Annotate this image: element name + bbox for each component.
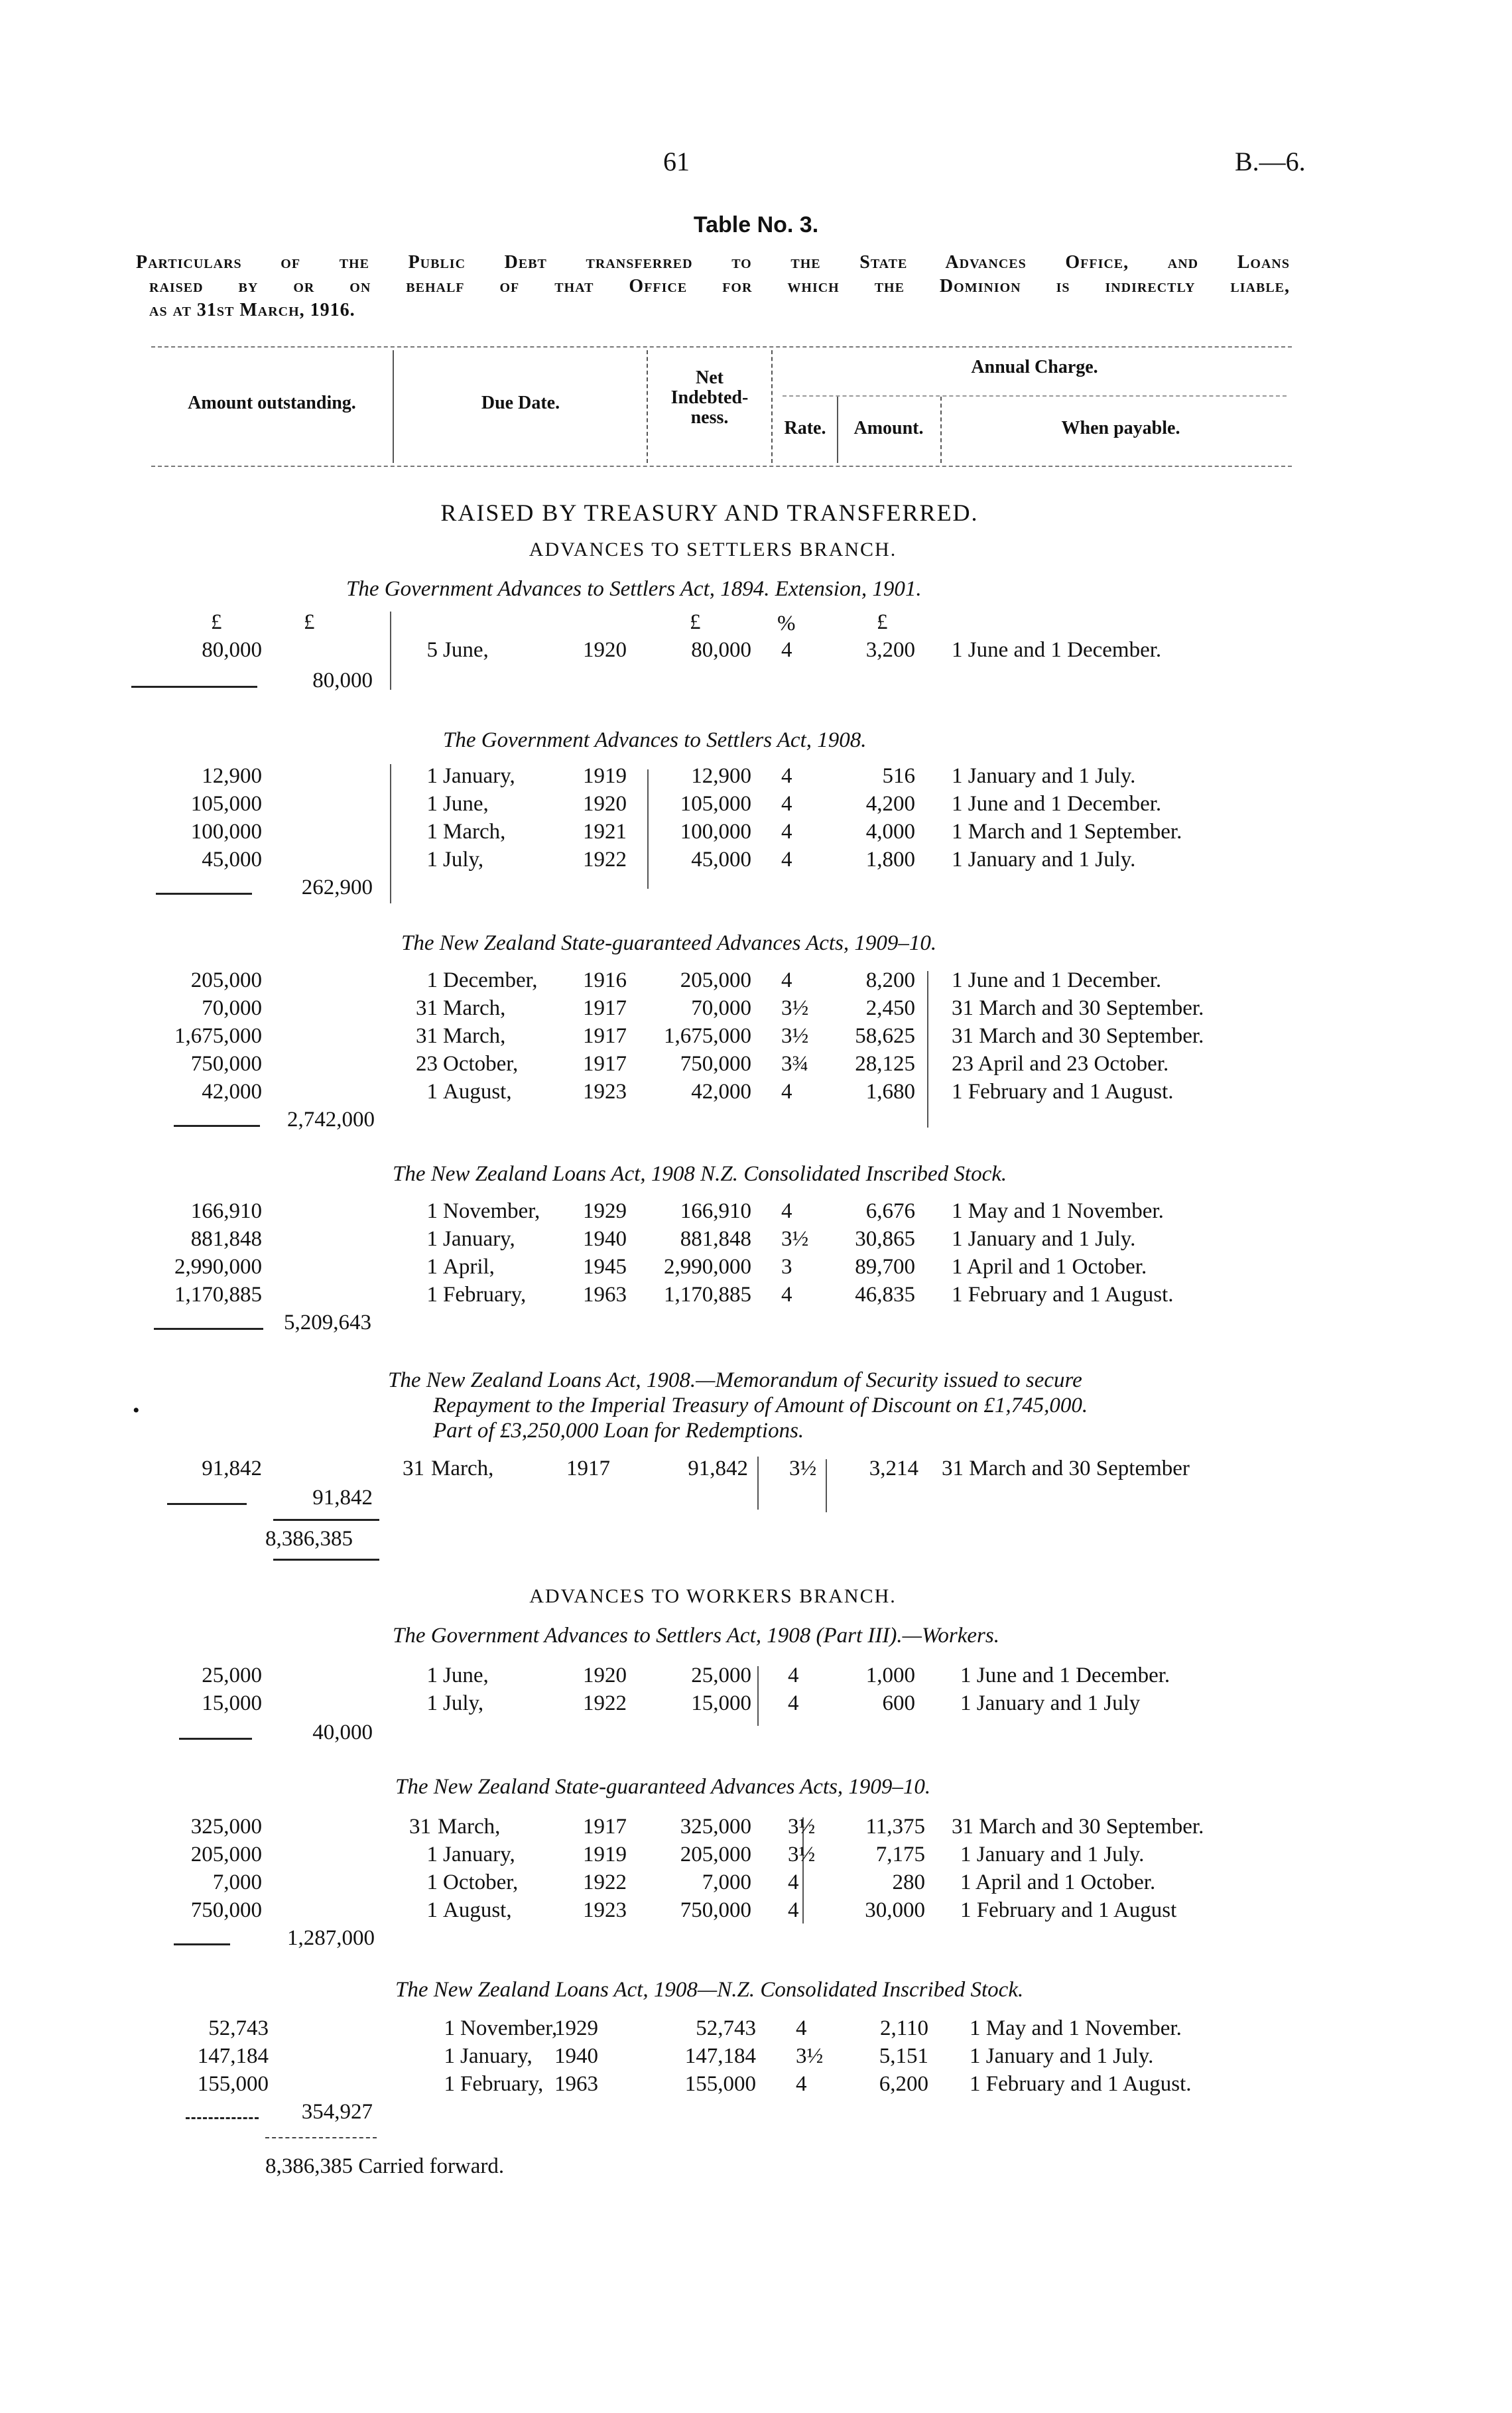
when-payable: 1 February and 1 August. — [952, 1080, 1174, 1104]
due-day: 1 — [426, 1255, 438, 1279]
due-month: July, — [443, 1691, 484, 1715]
col-net-indebtedness — [650, 368, 769, 428]
due-year: 1917 — [583, 1024, 627, 1048]
table-row — [0, 1024, 1512, 1052]
subtotal-dash — [186, 2117, 259, 2119]
due-day: 1 — [426, 1283, 438, 1307]
amount-outstanding: 100,000 — [190, 820, 262, 844]
amount-outstanding: 105,000 — [190, 792, 262, 816]
table-row — [0, 996, 1512, 1024]
act-line-3: Part of £3,250,000 Loan for Redemptions. — [433, 1419, 804, 1443]
due-day: 31 — [416, 1024, 438, 1048]
table-row — [0, 638, 1512, 666]
charge-amount: 600 — [882, 1691, 915, 1715]
due-year: 1929 — [554, 2016, 598, 2040]
act-heading: The New Zealand State-guaranteed Advances Acts, 1909–10. — [401, 931, 937, 955]
amount-outstanding: 42,000 — [202, 1080, 262, 1104]
when-payable: 1 January and 1 July. — [960, 1843, 1145, 1866]
table-row — [0, 2016, 1512, 2044]
net-indebtedness-line-3: ness. — [690, 407, 729, 428]
due-month: November, — [443, 1199, 540, 1223]
table-row — [0, 1843, 1512, 1870]
due-month: January, — [443, 764, 515, 788]
act-heading: The Government Advances to Settlers Act, 1908. — [443, 728, 867, 752]
due-day: 1 — [426, 848, 438, 872]
amount-outstanding: 2,990,000 — [174, 1255, 262, 1279]
table-row — [0, 2072, 1512, 2100]
rate: 3½ — [781, 1227, 809, 1251]
amount-outstanding: 750,000 — [190, 1898, 262, 1922]
net-indebtedness: 15,000 — [691, 1691, 751, 1715]
table-row — [0, 792, 1512, 820]
table-heading — [136, 251, 1290, 322]
net-indebtedness: 155,000 — [684, 2072, 756, 2096]
rate: 4 — [781, 638, 792, 662]
percent-symbol: % — [777, 612, 796, 635]
due-day: 31 — [416, 996, 438, 1020]
due-year: 1922 — [583, 1870, 627, 1894]
table-row — [0, 848, 1512, 876]
rate: 4 — [781, 1283, 792, 1307]
when-payable: 1 June and 1 December. — [960, 1663, 1170, 1687]
charge-amount: 1,800 — [865, 848, 915, 872]
total-rule — [273, 1559, 379, 1561]
subtotal: 1,287,000 — [287, 1926, 375, 1950]
net-indebtedness: 7,000 — [702, 1870, 751, 1894]
due-year: 1923 — [583, 1898, 627, 1922]
charge-amount: 1,000 — [865, 1663, 915, 1687]
table-row — [0, 820, 1512, 848]
net-indebtedness: 147,184 — [684, 2044, 756, 2068]
due-year: 1919 — [583, 1843, 627, 1866]
header-divider — [393, 350, 394, 463]
due-year: 1917 — [583, 1815, 627, 1839]
amount-outstanding: 166,910 — [190, 1199, 262, 1223]
subtotal-dash — [179, 1738, 252, 1740]
amount-outstanding: 750,000 — [190, 1052, 262, 1076]
when-payable: 31 March and 30 September. — [952, 1815, 1204, 1839]
net-indebtedness: 2,990,000 — [664, 1255, 751, 1279]
rate: 3½ — [788, 1843, 816, 1866]
table-row — [0, 1080, 1512, 1108]
amount-outstanding: 15,000 — [202, 1691, 262, 1715]
due-year: 1920 — [583, 792, 627, 816]
subtotal-dash — [156, 893, 252, 895]
amount-outstanding: 12,900 — [202, 764, 262, 788]
charge-amount: 8,200 — [865, 968, 915, 992]
table-row — [0, 968, 1512, 996]
due-year: 1920 — [583, 1663, 627, 1687]
rate: 4 — [781, 792, 792, 816]
when-payable: 1 April and 1 October. — [960, 1870, 1156, 1894]
when-payable: 1 January and 1 July. — [952, 1227, 1136, 1251]
net-indebtedness: 1,675,000 — [664, 1024, 751, 1048]
charge-amount: 4,000 — [865, 820, 915, 844]
due-year: 1921 — [583, 820, 627, 844]
subtotal-dash — [174, 1943, 230, 1945]
subtotal: 80,000 — [312, 669, 373, 692]
rate: 3½ — [781, 996, 809, 1020]
rate: 4 — [781, 820, 792, 844]
rate: 4 — [781, 1080, 792, 1104]
section-raised-by-treasury: RAISED BY TREASURY AND TRANSFERRED. — [440, 499, 979, 526]
when-payable: 1 May and 1 November. — [970, 2016, 1182, 2040]
branch-settlers-title: ADVANCES TO SETTLERS BRANCH. — [529, 539, 897, 560]
amount-outstanding: 70,000 — [202, 996, 262, 1020]
table-row — [0, 1255, 1512, 1283]
amount-outstanding: 881,848 — [190, 1227, 262, 1251]
act-heading: The New Zealand Loans Act, 1908 N.Z. Consolidated Inscribed Stock. — [393, 1162, 1007, 1186]
col-when-payable: When payable. — [1061, 418, 1180, 438]
table-row — [0, 1815, 1512, 1843]
rate: 4 — [796, 2016, 807, 2040]
due-year: 1916 — [583, 968, 627, 992]
due-year: 1963 — [554, 2072, 598, 2096]
charge-amount: 516 — [882, 764, 915, 788]
due-day: 1 — [426, 1898, 438, 1922]
due-month: January, — [443, 1843, 515, 1866]
when-payable: 1 June and 1 December. — [952, 638, 1162, 662]
charge-amount: 28,125 — [855, 1052, 915, 1076]
net-indebtedness: 70,000 — [691, 996, 751, 1020]
due-month: March, — [443, 820, 506, 844]
due-day: 1 — [426, 820, 438, 844]
rate: 4 — [788, 1870, 799, 1894]
when-payable: 1 June and 1 December. — [952, 968, 1162, 992]
due-month: February, — [443, 1283, 527, 1307]
net-indebtedness: 750,000 — [680, 1898, 751, 1922]
page-reference: B.—6. — [1235, 147, 1306, 176]
table-row — [0, 1663, 1512, 1691]
when-payable: 31 March and 30 September. — [952, 1024, 1204, 1048]
due-month: January, — [443, 1227, 515, 1251]
subtotal: 40,000 — [312, 1721, 373, 1744]
subtotal-dash — [167, 1503, 247, 1505]
when-payable: 1 March and 1 September. — [952, 820, 1182, 844]
pound-symbol: £ — [211, 610, 222, 634]
charge-amount: 3,200 — [865, 638, 915, 662]
due-month: March, — [438, 1815, 501, 1839]
rate: 3½ — [789, 1457, 817, 1480]
rate: 4 — [781, 1199, 792, 1223]
due-month: June, — [443, 792, 489, 816]
net-indebtedness-line-2: Indebted- — [670, 387, 749, 408]
when-payable: 1 January and 1 July. — [970, 2044, 1154, 2068]
rate: 3 — [781, 1255, 792, 1279]
annual-charge-rule — [783, 395, 1287, 397]
when-payable: 1 January and 1 July — [960, 1691, 1141, 1715]
table-row — [0, 1283, 1512, 1311]
due-day: 1 — [426, 1870, 438, 1894]
subtotal-dash — [174, 1125, 260, 1127]
col-amount-outstanding: Amount outstanding. — [188, 393, 356, 413]
rate: 4 — [781, 968, 792, 992]
net-indebtedness-line-1: Net — [696, 367, 724, 388]
charge-amount: 280 — [892, 1870, 925, 1894]
total-rule — [273, 1519, 379, 1521]
table-row — [0, 1199, 1512, 1227]
due-year: 1940 — [554, 2044, 598, 2068]
due-day: 31 — [403, 1457, 424, 1480]
due-year: 1940 — [583, 1227, 627, 1251]
charge-amount: 7,175 — [875, 1843, 925, 1866]
net-indebtedness: 881,848 — [680, 1227, 751, 1251]
when-payable: 1 February and 1 August — [960, 1898, 1177, 1922]
charge-amount: 58,625 — [855, 1024, 915, 1048]
subtotal-dash — [154, 1328, 263, 1330]
act-heading — [388, 1368, 1088, 1443]
charge-amount: 1,680 — [865, 1080, 915, 1104]
table-title: Table No. 3. — [693, 212, 819, 237]
charge-amount: 5,151 — [879, 2044, 928, 2068]
charge-amount: 2,110 — [879, 2016, 928, 2040]
due-month: October, — [443, 1052, 519, 1076]
subtotal: 2,742,000 — [287, 1108, 375, 1132]
due-day: 1 — [426, 1080, 438, 1104]
when-payable: 1 January and 1 July. — [952, 848, 1136, 872]
due-day: 23 — [416, 1052, 438, 1076]
due-day: 1 — [444, 2044, 455, 2068]
subtotal: 262,900 — [301, 876, 373, 899]
due-day: 1 — [444, 2072, 455, 2096]
due-month: June, — [443, 638, 489, 662]
rate: 4 — [781, 848, 792, 872]
net-indebtedness: 750,000 — [680, 1052, 751, 1076]
page-number: 61 — [663, 147, 690, 176]
amount-outstanding: 147,184 — [197, 2044, 269, 2068]
col-amount: Amount. — [853, 418, 924, 438]
act-heading: The New Zealand Loans Act, 1908—N.Z. Consolidated Inscribed Stock. — [395, 1978, 1024, 2002]
subtotal-dash — [131, 686, 257, 688]
due-month: December, — [443, 968, 538, 992]
due-year: 1917 — [566, 1457, 610, 1480]
header-bottom-rule — [151, 466, 1292, 467]
subtotal: 91,842 — [312, 1486, 373, 1510]
charge-amount: 2,450 — [865, 996, 915, 1020]
when-payable: 1 February and 1 August. — [970, 2072, 1192, 2096]
table-row — [0, 1898, 1512, 1926]
due-month: January, — [460, 2044, 533, 2068]
net-indebtedness: 52,743 — [696, 2016, 756, 2040]
table-row — [0, 1457, 1512, 1484]
due-month: March, — [431, 1457, 494, 1480]
header-divider — [647, 350, 648, 463]
due-month: August, — [443, 1898, 512, 1922]
due-year: 1917 — [583, 996, 627, 1020]
col-rate: Rate. — [784, 418, 826, 438]
due-year: 1945 — [583, 1255, 627, 1279]
due-year: 1923 — [583, 1080, 627, 1104]
due-day: 1 — [426, 764, 438, 788]
header-top-rule — [151, 346, 1292, 348]
due-day: 31 — [409, 1815, 431, 1839]
amount-outstanding: 52,743 — [208, 2016, 269, 2040]
amount-outstanding: 155,000 — [197, 2072, 269, 2096]
due-day: 1 — [426, 1843, 438, 1866]
pound-symbol: £ — [304, 610, 315, 634]
amount-outstanding: 25,000 — [202, 1663, 262, 1687]
charge-amount: 6,200 — [879, 2072, 928, 2096]
heading-line-2: raised by or on behalf of that Office for which the Dominion is indirectly liable, — [149, 276, 1290, 296]
col-annual-charge: Annual Charge. — [971, 357, 1098, 377]
due-year: 1920 — [583, 638, 627, 662]
net-indebtedness: 325,000 — [680, 1815, 751, 1839]
act-heading: The New Zealand State-guaranteed Advances Acts, 1909–10. — [395, 1775, 931, 1799]
table-row — [0, 2044, 1512, 2072]
amount-outstanding: 7,000 — [212, 1870, 262, 1894]
rate: 3½ — [796, 2044, 824, 2068]
net-indebtedness: 105,000 — [680, 792, 751, 816]
rate: 3¾ — [781, 1052, 809, 1076]
col-due-date: Due Date. — [481, 393, 560, 413]
when-payable: 1 June and 1 December. — [952, 792, 1162, 816]
due-month: August, — [443, 1080, 512, 1104]
net-indebtedness: 166,910 — [680, 1199, 751, 1223]
due-year: 1922 — [583, 848, 627, 872]
amount-outstanding: 325,000 — [190, 1815, 262, 1839]
rate: 4 — [796, 2072, 807, 2096]
amount-outstanding: 205,000 — [190, 968, 262, 992]
charge-amount: 3,214 — [869, 1457, 918, 1480]
pound-symbol: £ — [690, 610, 701, 634]
table-row — [0, 1870, 1512, 1898]
charge-amount: 4,200 — [865, 792, 915, 816]
due-day: 1 — [444, 2016, 455, 2040]
amount-outstanding: 205,000 — [190, 1843, 262, 1866]
due-year: 1917 — [583, 1052, 627, 1076]
table-row — [0, 764, 1512, 792]
rate: 4 — [788, 1663, 799, 1687]
due-month: March, — [443, 1024, 506, 1048]
when-payable: 31 March and 30 September — [942, 1457, 1190, 1480]
table-row — [0, 1691, 1512, 1719]
when-payable: 1 May and 1 November. — [952, 1199, 1164, 1223]
due-month: June, — [443, 1663, 489, 1687]
total-rule — [265, 2137, 377, 2138]
amount-outstanding: 91,842 — [202, 1457, 262, 1480]
when-payable: 1 January and 1 July. — [952, 764, 1136, 788]
due-month: April, — [443, 1255, 495, 1279]
due-day: 1 — [426, 1227, 438, 1251]
header-divider — [940, 397, 942, 463]
table-row — [0, 1052, 1512, 1080]
net-indebtedness: 1,170,885 — [664, 1283, 751, 1307]
due-day: 1 — [426, 1663, 438, 1687]
charge-amount: 46,835 — [855, 1283, 915, 1307]
rate: 4 — [788, 1691, 799, 1715]
act-line-1: The New Zealand Loans Act, 1908.—Memorandum of Security issued to secure — [388, 1368, 1082, 1392]
due-year: 1963 — [583, 1283, 627, 1307]
due-month: July, — [443, 848, 484, 872]
when-payable: 23 April and 23 October. — [952, 1052, 1169, 1076]
header-divider — [837, 397, 838, 463]
subtotal: 354,927 — [301, 2100, 373, 2124]
rate: 3½ — [788, 1815, 816, 1839]
net-indebtedness: 12,900 — [691, 764, 751, 788]
charge-amount: 30,865 — [855, 1227, 915, 1251]
due-year: 1922 — [583, 1691, 627, 1715]
pound-symbol: £ — [877, 610, 888, 634]
net-indebtedness: 205,000 — [680, 1843, 751, 1866]
due-day: 1 — [426, 1691, 438, 1715]
amount-outstanding: 1,170,885 — [174, 1283, 262, 1307]
charge-amount: 30,000 — [865, 1898, 925, 1922]
rate: 4 — [781, 764, 792, 788]
due-day: 1 — [426, 1199, 438, 1223]
subtotal: 5,209,643 — [284, 1311, 371, 1335]
net-indebtedness: 80,000 — [691, 638, 751, 662]
due-year: 1929 — [583, 1199, 627, 1223]
net-indebtedness: 42,000 — [691, 1080, 751, 1104]
due-year: 1919 — [583, 764, 627, 788]
act-heading: The Government Advances to Settlers Act, 1908 (Part III).—Workers. — [393, 1624, 999, 1648]
act-heading: The Government Advances to Settlers Act, 1894. Extension, 1901. — [346, 577, 922, 601]
due-month: October, — [443, 1870, 519, 1894]
when-payable: 1 April and 1 October. — [952, 1255, 1147, 1279]
net-indebtedness: 45,000 — [691, 848, 751, 872]
net-indebtedness: 25,000 — [691, 1663, 751, 1687]
branch-total: 8,386,385 — [265, 1527, 353, 1551]
net-indebtedness: 100,000 — [680, 820, 751, 844]
amount-outstanding: 80,000 — [202, 638, 262, 662]
due-month: November, — [460, 2016, 558, 2040]
when-payable: 1 February and 1 August. — [952, 1283, 1174, 1307]
rate: 3½ — [781, 1024, 809, 1048]
when-payable: 31 March and 30 September. — [952, 996, 1204, 1020]
header-divider — [771, 350, 773, 463]
due-day: 5 — [426, 638, 438, 662]
branch-workers-title: ADVANCES TO WORKERS BRANCH. — [529, 1585, 897, 1607]
carried-forward: 8,386,385 Carried forward. — [265, 2154, 505, 2178]
due-month: February, — [460, 2072, 544, 2096]
amount-outstanding: 1,675,000 — [174, 1024, 262, 1048]
heading-line-3: as at 31st March, 1916. — [149, 300, 355, 320]
net-indebtedness: 205,000 — [680, 968, 751, 992]
due-month: March, — [443, 996, 506, 1020]
rate: 4 — [788, 1898, 799, 1922]
charge-amount: 11,375 — [865, 1815, 925, 1839]
net-indebtedness: 91,842 — [688, 1457, 748, 1480]
margin-mark: • — [133, 1400, 140, 1421]
act-line-2: Repayment to the Imperial Treasury of Amount of Discount on £1,745,000. — [433, 1394, 1088, 1417]
due-day: 1 — [426, 792, 438, 816]
charge-amount: 6,676 — [865, 1199, 915, 1223]
heading-line-1: Particulars of the Public Debt transferred to the State Advances Office, and Loans — [136, 252, 1290, 273]
charge-amount: 89,700 — [855, 1255, 915, 1279]
due-day: 1 — [426, 968, 438, 992]
table-row — [0, 1227, 1512, 1255]
amount-outstanding: 45,000 — [202, 848, 262, 872]
